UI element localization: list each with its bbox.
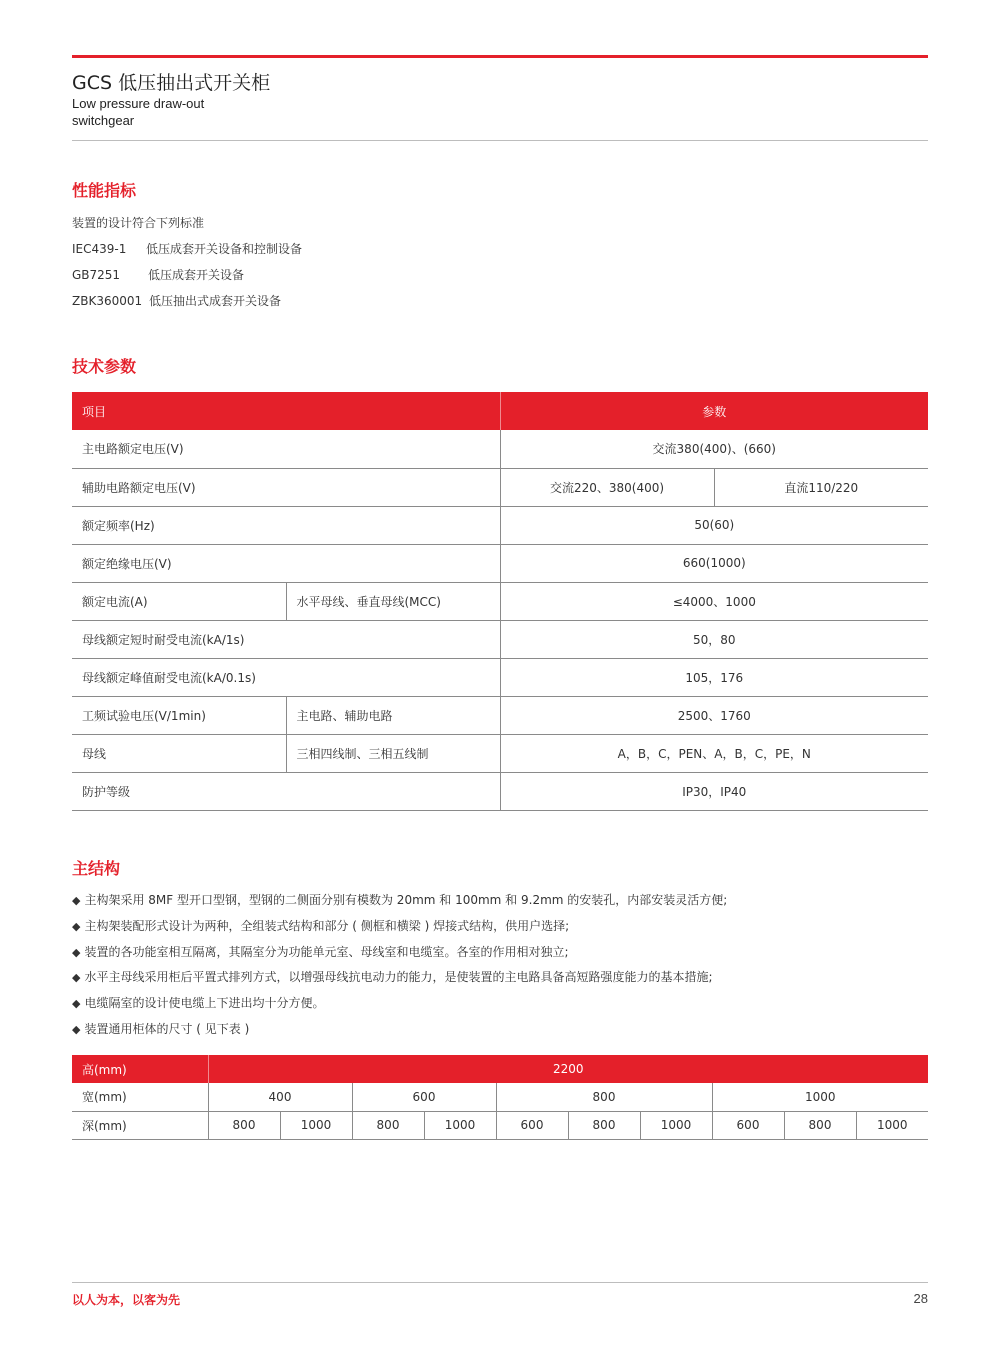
table-header-row xyxy=(72,392,928,430)
col-header-param: 参数 xyxy=(500,392,928,430)
depth-row xyxy=(72,1111,928,1139)
width-label: 宽(mm) xyxy=(72,1083,208,1111)
row-label: 主电路额定电压(V) xyxy=(72,430,500,468)
diamond-bullet-icon: ◆ xyxy=(72,894,81,907)
row-label: 额定电流(A) xyxy=(72,582,286,620)
row-value: 50，80 xyxy=(500,620,928,658)
list-item-text: 主构架采用 8MF 型开口型钢，型钢的二侧面分别有模数为 20mm 和 100mm 和 9.2mm 的安装孔，内部安装灵活方便; xyxy=(84,893,728,907)
row-label: 辅助电路额定电压(V) xyxy=(72,468,500,506)
subtitle-line-2: switchgear xyxy=(72,113,135,128)
standard-desc: 低压成套开关设备 xyxy=(148,268,245,282)
depth-value: 800 xyxy=(208,1111,280,1139)
top-accent-line xyxy=(72,55,928,58)
list-item xyxy=(72,967,928,993)
row-sublabel: 三相四线制、三相五线制 xyxy=(286,734,500,772)
list-item xyxy=(72,916,928,942)
table-row xyxy=(72,772,928,810)
row-value: 105，176 xyxy=(500,658,928,696)
width-value: 600 xyxy=(352,1083,496,1111)
dimensions-table xyxy=(72,1055,928,1140)
depth-value: 1000 xyxy=(280,1111,352,1139)
page-subtitle xyxy=(72,95,322,129)
subtitle-line-1: Low pressure draw-out xyxy=(72,96,205,111)
row-label: 母线额定短时耐受电流(kA/1s) xyxy=(72,620,500,658)
list-item-text: 电缆隔室的设计使电缆上下进出均十分方便。 xyxy=(84,996,325,1011)
list-item-text: 装置通用柜体的尺寸 ( 见下表 ) xyxy=(84,1021,250,1036)
standard-code: GB7251 xyxy=(72,268,121,282)
page-title: GCS 低压抽出式开关柜 xyxy=(72,72,271,94)
table-row xyxy=(72,430,928,468)
table-row xyxy=(72,506,928,544)
diamond-bullet-icon: ◆ xyxy=(72,945,81,959)
width-value: 800 xyxy=(496,1083,712,1111)
depth-value: 1000 xyxy=(424,1111,496,1139)
row-value: 660(1000) xyxy=(500,544,928,582)
footer-slogan: 以人为本，以客为先 xyxy=(72,1293,181,1307)
list-item-text: 水平主母线采用柜后平置式排列方式，以增强母线抗电动力的能力，是使装置的主电路具备高短路强度能力的基本措施; xyxy=(84,970,713,985)
height-row xyxy=(72,1055,928,1083)
width-row xyxy=(72,1083,928,1111)
structure-heading: 主结构 xyxy=(72,859,121,878)
list-item-text: 主构架装配形式设计为两种，全组装式结构和部分 ( 侧框和横梁 ) 焊接式结构，供用户选择; xyxy=(84,918,570,933)
standard-item xyxy=(72,266,244,283)
standard-code: ZBK360001 xyxy=(72,294,143,308)
diamond-bullet-icon: ◆ xyxy=(72,971,81,985)
diamond-bullet-icon: ◆ xyxy=(72,997,81,1011)
row-value: A，B，C，PEN、A，B，C，PE，N xyxy=(500,734,928,772)
row-sublabel: 主电路、辅助电路 xyxy=(286,696,500,734)
tech-params-table xyxy=(72,392,928,811)
row-value: 2500、1760 xyxy=(500,696,928,734)
diamond-bullet-icon: ◆ xyxy=(72,919,81,933)
list-item xyxy=(72,942,928,968)
row-value: 直流110/220 xyxy=(714,468,928,506)
width-value: 1000 xyxy=(712,1083,928,1111)
row-value: 交流380(400)、(660) xyxy=(500,430,928,468)
list-item-text: 装置的各功能室相互隔离，其隔室分为功能单元室、母线室和电缆室。各室的作用相对独立; xyxy=(84,944,569,959)
depth-value: 600 xyxy=(712,1111,784,1139)
list-item xyxy=(72,890,928,916)
page-number: 28 xyxy=(913,1291,928,1306)
table-row xyxy=(72,734,928,772)
row-label: 母线 xyxy=(72,734,286,772)
standard-code: IEC439-1 xyxy=(72,242,127,256)
row-label: 额定绝缘电压(V) xyxy=(72,544,500,582)
list-item xyxy=(72,1019,928,1045)
col-header-item: 项目 xyxy=(72,392,500,430)
row-sublabel: 水平母线、垂直母线(MCC) xyxy=(286,582,500,620)
table-row xyxy=(72,696,928,734)
depth-label: 深(mm) xyxy=(72,1111,208,1139)
row-label: 额定频率(Hz) xyxy=(72,506,500,544)
tech-heading: 技术参数 xyxy=(72,357,137,376)
standard-desc: 低压抽出式成套开关设备 xyxy=(149,294,282,308)
table-row xyxy=(72,544,928,582)
table-row xyxy=(72,582,928,620)
row-label: 母线额定峰值耐受电流(kA/0.1s) xyxy=(72,658,500,696)
row-label: 防护等级 xyxy=(72,772,500,810)
standards-intro: 装置的设计符合下列标准 xyxy=(72,216,205,230)
row-value: 50(60) xyxy=(500,506,928,544)
depth-value: 800 xyxy=(352,1111,424,1139)
diamond-bullet-icon: ◆ xyxy=(72,1022,81,1036)
width-value: 400 xyxy=(208,1083,352,1111)
row-value: ≤4000、1000 xyxy=(500,582,928,620)
performance-heading: 性能指标 xyxy=(72,181,137,200)
depth-value: 600 xyxy=(496,1111,568,1139)
header-divider xyxy=(72,140,928,141)
table-row xyxy=(72,620,928,658)
structure-list xyxy=(72,890,928,1045)
row-value: IP30，IP40 xyxy=(500,772,928,810)
row-label: 工频试验电压(V/1min) xyxy=(72,696,286,734)
table-row xyxy=(72,468,928,506)
table-row xyxy=(72,658,928,696)
standard-item xyxy=(72,240,302,257)
height-label: 高(mm) xyxy=(72,1055,208,1083)
depth-value: 800 xyxy=(568,1111,640,1139)
height-value: 2200 xyxy=(208,1055,928,1083)
depth-value: 800 xyxy=(784,1111,856,1139)
list-item xyxy=(72,993,928,1019)
depth-value: 1000 xyxy=(640,1111,712,1139)
footer-divider xyxy=(72,1282,928,1283)
depth-value: 1000 xyxy=(856,1111,928,1139)
standard-desc: 低压成套开关设备和控制设备 xyxy=(146,242,303,256)
row-value: 交流220、380(400) xyxy=(500,468,714,506)
standard-item xyxy=(72,292,281,309)
